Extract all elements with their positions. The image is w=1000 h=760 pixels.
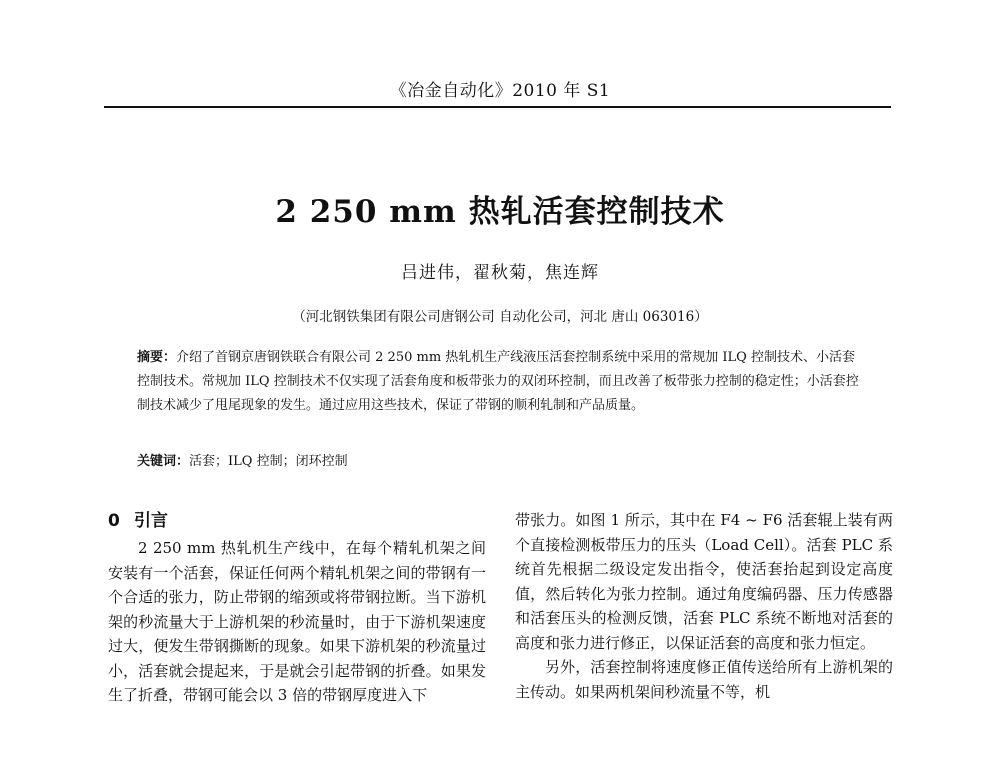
paper-title: 2 250 mm 热轧活套控制技术 (275, 194, 725, 230)
abstract-text: 介绍了首钢京唐钢铁联合有限公司 2 250 mm 热轧机生产线液压活套控制系统中采用的常规加 ILQ 控制技术、小活套控制技术。常规加 ILQ 控制技术不仅实现了活套角度和板带张力的双闭环控制，而且改善了板带张力控制的稳定性；小活套控制技术减少了甩尾现象的发生。通过应用这些技术，保证了带钢的顺利轧制和产品质量。 (137, 350, 859, 413)
left-column (108, 508, 486, 708)
abstract-label: 摘要： (137, 350, 177, 365)
body-paragraph-continued: 带张力。如图 1 所示，其中在 F4 ~ F6 活套辊上装有两个直接检测板带压力的压头（Load Cell）。活套 PLC 系统首先根据二级设定发出指令，使活套抬起到设定高度值，然后转化为张力控制。通过角度编码器、压力传感器和活套压头的检测反馈，活套 PLC 系统不断地对活套的高度和张力进行修正，以保证活套的高度和张力恒定。 (515, 511, 893, 652)
keywords (137, 452, 863, 472)
intro-paragraph: 2 250 mm 热轧机生产线中，在每个精轧机架之间安装有一个活套，保证任何两个精轧机架之间的带钢有一个合适的张力，防止带钢的缩颈或将带钢拉断。当下游机架的秒流量大于上游机架的秒流量时，由于下游机架速度过大，便发生带钢撕断的现象。如果下游机架的秒流量过小，活套就会提起来，于是就会引起带钢的折叠。如果发生了折叠，带钢可能会以 3 倍的带钢厚度进入下 (108, 539, 486, 704)
keywords-label: 关键词： (137, 454, 190, 469)
header-rule (104, 106, 891, 108)
running-header: 《冶金自动化》2010 年 S1 (389, 81, 611, 101)
affiliation: （河北钢铁集团有限公司唐钢公司 自动化公司，河北 唐山 063016） (292, 309, 708, 325)
right-column (515, 508, 893, 704)
body-paragraph: 另外，活套控制将速度修正值传送给所有上游机架的主传动。如果两机架间秒流量不等，机 (515, 658, 893, 701)
section-heading (108, 508, 486, 534)
section-title: 引言 (134, 511, 168, 531)
section-number: 0 (108, 511, 120, 531)
keywords-text: 活套；ILQ 控制；闭环控制 (189, 454, 348, 469)
abstract (137, 346, 863, 418)
author-list: 吕进伟，翟秋菊，焦连辉 (401, 263, 599, 283)
